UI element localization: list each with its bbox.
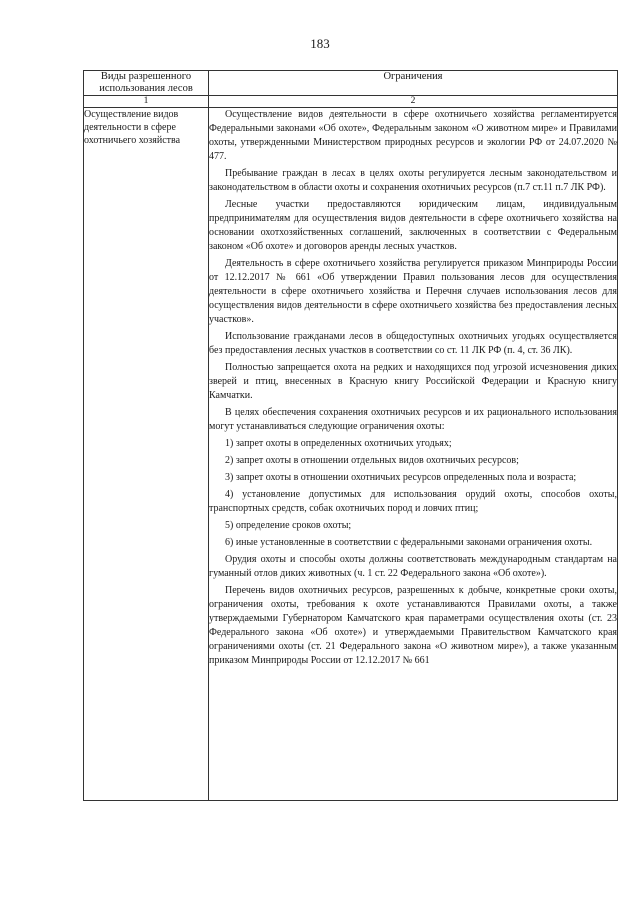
table-row — [84, 108, 618, 801]
restriction-paragraph: Полностью запрещается охота на редких и находящихся под угрозой исчезновения диких зверей и птиц, внесенных в Красную книгу Российской Федерации и Красную книгу Камчатки. — [209, 362, 617, 401]
restriction-paragraph: Орудия охоты и способы охоты должны соответствовать международным стандартам на гуманный отлов диких животных (ч. 1 ст. 22 Федерального закона «Об охоте»). — [209, 554, 617, 579]
restriction-paragraph: Осуществление видов деятельности в сфере охотничьего хозяйства регламентируется Федеральными законами «Об охоте», Федеральным законом «О животном мире» и Правилами охоты, утвержденными Министерством природных ресурсов и экологии РФ от 24.07.2020 № 477. — [209, 109, 617, 162]
table-header-row — [84, 71, 618, 96]
restriction-list-item: 5) определение сроков охоты; — [225, 520, 352, 531]
restriction-paragraph: Лесные участки предоставляются юридическим лицам, индивидуальным предпринимателям для осуществления видов деятельности в сфере охотничьего хозяйства на основании охотхозяйственных соглашений, заключенных в соответствии с Федеральным законом «Об охоте» и договоров аренды лесных участков. — [209, 199, 617, 252]
restriction-paragraph: Использование гражданами лесов в общедоступных охотничьих угодьях осуществляется без предоставления лесных участков в соответствии со ст. 11 ЛК РФ (п. 4, ст. 36 ЛК). — [209, 331, 617, 356]
restriction-paragraph: Перечень видов охотничьих ресурсов, разрешенных к добыче, конкретные сроки охоты, ограничения охоты, требования к охоте устанавливаются Правилами охоты, а также утверждаемыми Губернатором Камчатского края параметрами осуществления охоты (ст. 23 Федерального закона «Об охоте») и утверждаемыми Правительством Камчатского края ограничениями охоты (ст. 21 Федерального закона «О животном мире»), а также указанным приказом Минприроды России от 12.12.2017 № 661 — [209, 585, 617, 666]
restrictions-cell — [209, 108, 618, 801]
page-number: 183 — [310, 36, 330, 51]
restriction-list-item: 3) запрет охоты в отношении охотничьих ресурсов определенных пола и возраста; — [225, 472, 577, 483]
column-number-1: 1 — [84, 96, 209, 108]
restrictions-table — [83, 70, 618, 801]
restriction-paragraph: Пребывание граждан в лесах в целях охоты регулируется лесным законодательством и законодательством в области охоты и сохранения охотничьих ресурсов (п.7 ст.11 п.7 ЛК РФ). — [209, 168, 617, 193]
restriction-paragraph: В целях обеспечения сохранения охотничьих ресурсов и их рационального использования могут устанавливаться следующие ограничения охоты: — [209, 407, 617, 432]
restriction-list-item: 1) запрет охоты в определенных охотничьих угодьях; — [225, 438, 452, 449]
column-number-row — [84, 96, 618, 108]
restriction-list-item: 6) иные установленные в соответствии с федеральными законами ограничения охоты. — [225, 537, 593, 548]
usage-type-cell: Осуществление видов деятельности в сфере охотничьего хозяйства — [84, 108, 209, 801]
restriction-paragraph: Деятельность в сфере охотничьего хозяйства регулируется приказом Минприроды России от 12.12.2017 № 661 «Об утверждении Правил пользования лесов для осуществления деятельности в сфере охотничьего хозяйства и Перечня случаев использования лесов для осуществления видов деятельности в сфере охотничьего хозяйства без предоставления лесных участков». — [209, 258, 617, 325]
header-usage-type: Виды разрешенного использования лесов — [84, 71, 209, 96]
restriction-list-item: 2) запрет охоты в отношении отдельных видов охотничьих ресурсов; — [225, 455, 519, 466]
column-number-2: 2 — [209, 96, 618, 108]
header-restrictions: Ограничения — [209, 71, 618, 96]
restriction-list-item: 4) установление допустимых для использования орудий охоты, способов охоты, транспортных средств, собак охотничьих пород и ловчих птиц; — [209, 489, 617, 514]
